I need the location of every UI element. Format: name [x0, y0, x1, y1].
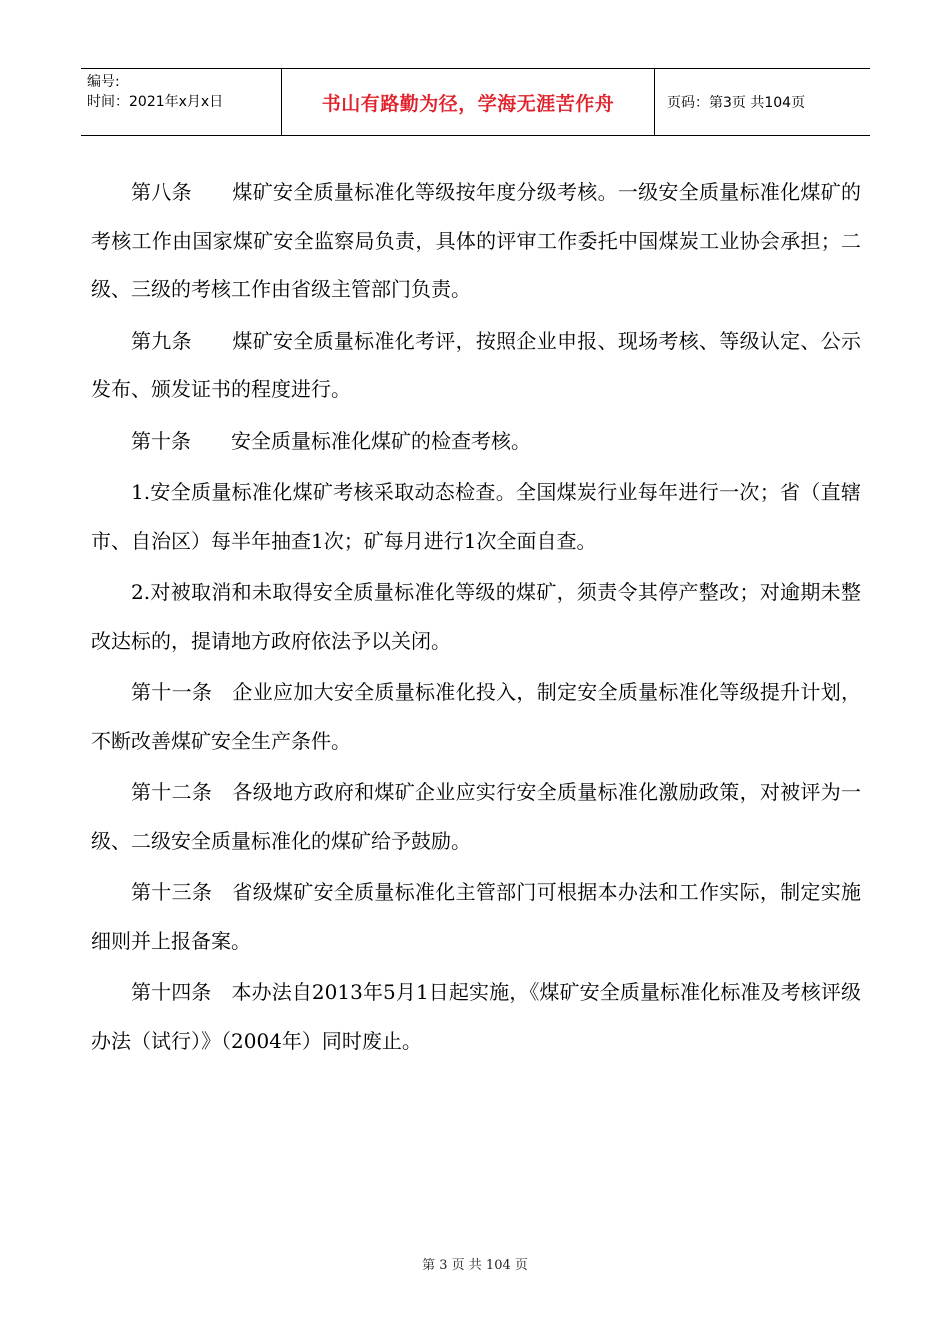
article-10-item-1: 1.安全质量标准化煤矿考核采取动态检查。全国煤炭行业每年进行一次；省（直辖市、自治区）每半年抽查1次；矿每月进行1次全面自查。: [91, 480, 861, 553]
article-14: 第十四条 本办法自2013年5月1日起实施，《煤矿安全质量标准化标准及考核评级办法（试行）》（2004年）同时废止。: [91, 980, 861, 1053]
article-12: 第十二条 各级地方政府和煤矿企业应实行安全质量标准化激励政策，对被评为一级、二级安全质量标准化的煤矿给予鼓励。: [91, 780, 861, 853]
page-header: [81, 68, 870, 136]
article-11: 第十一条 企业应加大安全质量标准化投入，制定安全质量标准化等级提升计划，不断改善煤矿安全生产条件。: [91, 680, 861, 753]
header-meta: [81, 69, 281, 135]
document-date-label: 时间：2021年x月x日: [87, 94, 224, 110]
article-9: 第九条 煤矿安全质量标准化考评，按照企业申报、现场考核、等级认定、公示发布、颁发证书的程度进行。: [91, 328, 861, 401]
header-motto: 书山有路勤为径，学海无涯苦作舟: [281, 69, 655, 135]
header-page-code: 页码：第3页 共104页: [667, 95, 806, 111]
article-10-item-2: 2.对被取消和未取得安全质量标准化等级的煤矿，须责令其停产整改；对逾期未整改达标的，提请地方政府依法予以关闭。: [91, 580, 861, 653]
page-footer: 第 3 页 共 104 页: [422, 1258, 528, 1273]
article-10: 第十条 安全质量标准化煤矿的检查考核。: [131, 428, 531, 453]
article-8: 第八条 煤矿安全质量标准化等级按年度分级考核。一级安全质量标准化煤矿的考核工作由国家煤矿安全监察局负责，具体的评审工作委托中国煤炭工业协会承担；二级、三级的考核工作由省级主管部门负责。: [91, 180, 861, 301]
article-13: 第十三条 省级煤矿安全质量标准化主管部门可根据本办法和工作实际，制定实施细则并上报备案。: [91, 880, 861, 953]
document-body: [91, 168, 861, 1068]
document-number-label: 编号:: [87, 74, 120, 90]
